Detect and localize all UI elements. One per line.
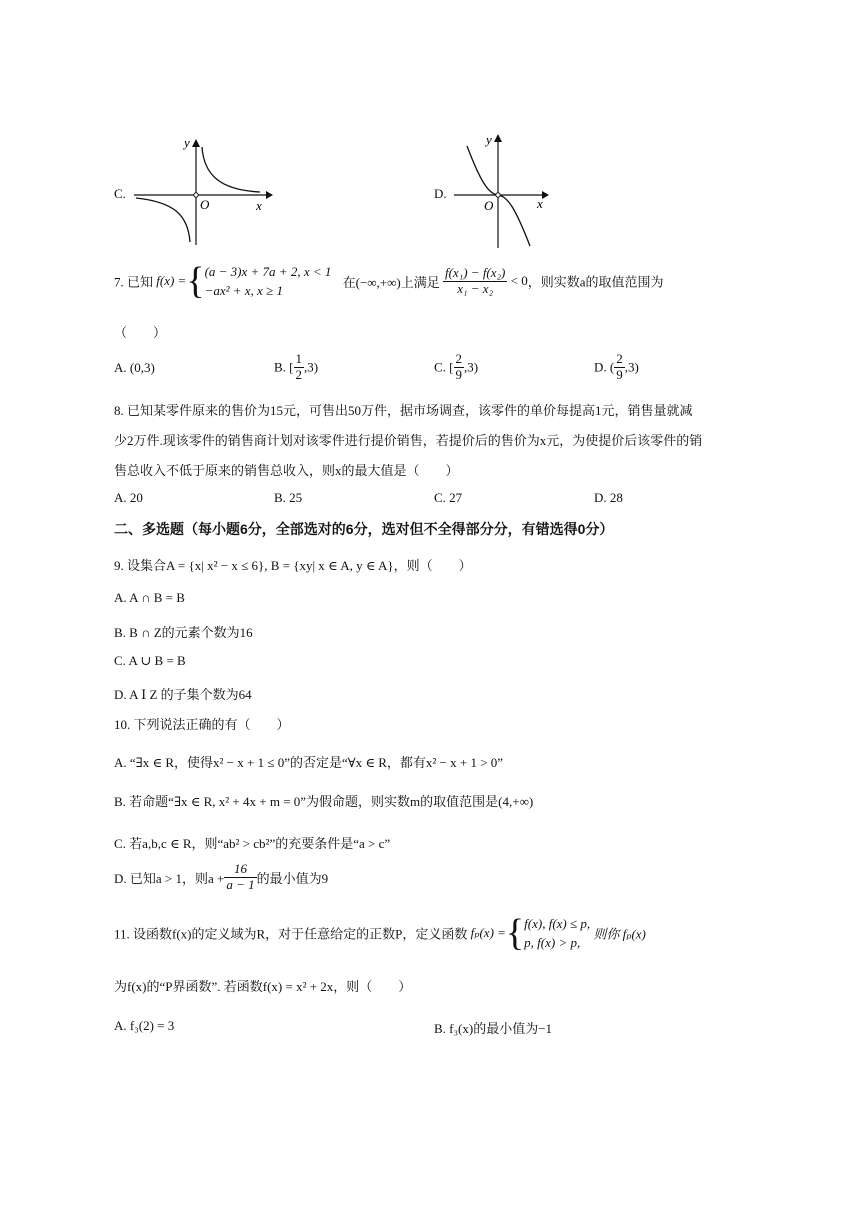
q7-option-b: B. [ $\frac{1}{2}$ ,3) xyxy=(274,351,319,382)
q10-option-d: D. 已知a > 1，则a + $\frac{16}{a - 1}$ 的最小值为9 xyxy=(114,861,329,892)
q7-option-c: C. [ $\frac{2}{9}$ ,3) xyxy=(434,351,479,382)
q9-stem: 9. 设集合A = {x| x² − x ≤ 6}, B = {xy| x ∈ A, y ∈ A}，则（ ） xyxy=(114,558,472,573)
q8-line-3: 售总收入不低于原来的销售总收入，则x的最大值是（ ） xyxy=(114,463,459,478)
q9-option-b: B. B ∩ Z的元素个数为16 xyxy=(114,625,253,640)
q7-option-a: A. (0,3) xyxy=(114,360,155,375)
q8-line-2: 少2万件.现该零件的销售商计划对该零件进行提价销售，若提价后的售价为x元，为使提价后该零件的销 xyxy=(114,433,703,448)
q7-paren: （ ） xyxy=(114,325,167,340)
q7-stem: 7. 已知 f(x) ={ (a − 3)x + 7a + 2, x < 1 −ax² + x, x ≥ 1 在(−∞,+∞)上满足 $\frac{\text{f(x₁) − f(x₂)}}{\text{x₁ − x₂}}$ < 0，则实数a的取值范围为 xyxy=(114,260,664,302)
graph-c-label: C. xyxy=(114,186,126,201)
q10-stem: 10. 下列说法正确的有（ ） xyxy=(114,717,290,732)
q9-option-d: D. A Ⅰ Z 的子集个数为64 xyxy=(114,687,252,702)
q10-option-b: B. 若命题“∃x ∈ R, x² + 4x + m = 0”为假命题，则实数m的取值范围是(4,+∞) xyxy=(114,794,534,809)
q11-option-b: B. f₃(x)的最小值为−1 xyxy=(434,1021,553,1036)
q11-line-2: 为f(x)的“P界函数”. 若函数f(x) = x² + 2x，则（ ） xyxy=(114,979,412,994)
q11-option-a: A. f₃(2) = 3 xyxy=(114,1018,175,1033)
graph-c-hyperbola xyxy=(130,135,280,250)
graph-c-x-label: x xyxy=(256,198,262,213)
q10-option-c: C. 若a,b,c ∈ R，则“ab² > cb²”的充要条件是“a > c” xyxy=(114,836,391,851)
q11-stem: 11. 设函数f(x)的定义域为R，对于任意给定的正数P，定义函数 fₚ(x) ={ f(x), f(x) ≤ p, p, f(x) > p, 则你 fₚ(x) xyxy=(114,912,646,954)
q8-option-d: D. 28 xyxy=(594,490,623,505)
q8-line-1: 8. 已知某零件原来的售价为15元，可售出50万件，据市场调查，该零件的单价每提高1元，销售量就减 xyxy=(114,403,693,418)
graph-c-origin: O xyxy=(200,197,210,212)
graph-d-x-label: x xyxy=(537,196,543,211)
q10-option-a: A. “∃x ∈ R，使得x² − x + 1 ≤ 0”的否定是“∀x ∈ R，都有x² − x + 1 > 0” xyxy=(114,755,504,770)
graph-d-origin: O xyxy=(484,198,494,213)
q7-option-d: D. ( $\frac{2}{9}$ ,3) xyxy=(594,351,639,382)
q8-option-c: C. 27 xyxy=(434,490,463,505)
q9-option-a: A. A ∩ B = B xyxy=(114,590,185,605)
q9-option-c: C. A ∪ B = B xyxy=(114,653,186,668)
graph-c-y-label: y xyxy=(184,135,190,150)
graph-d-y-label: y xyxy=(486,132,492,147)
section-2-heading: 二、多选题（每小题6分，全部选对的6分，选对但不全得部分分，有错选得0分） xyxy=(114,521,614,537)
graph-d-cubic xyxy=(450,130,560,250)
q8-option-b: B. 25 xyxy=(274,490,303,505)
q8-option-a: A. 20 xyxy=(114,490,143,505)
graph-d-label: D. xyxy=(434,186,447,201)
